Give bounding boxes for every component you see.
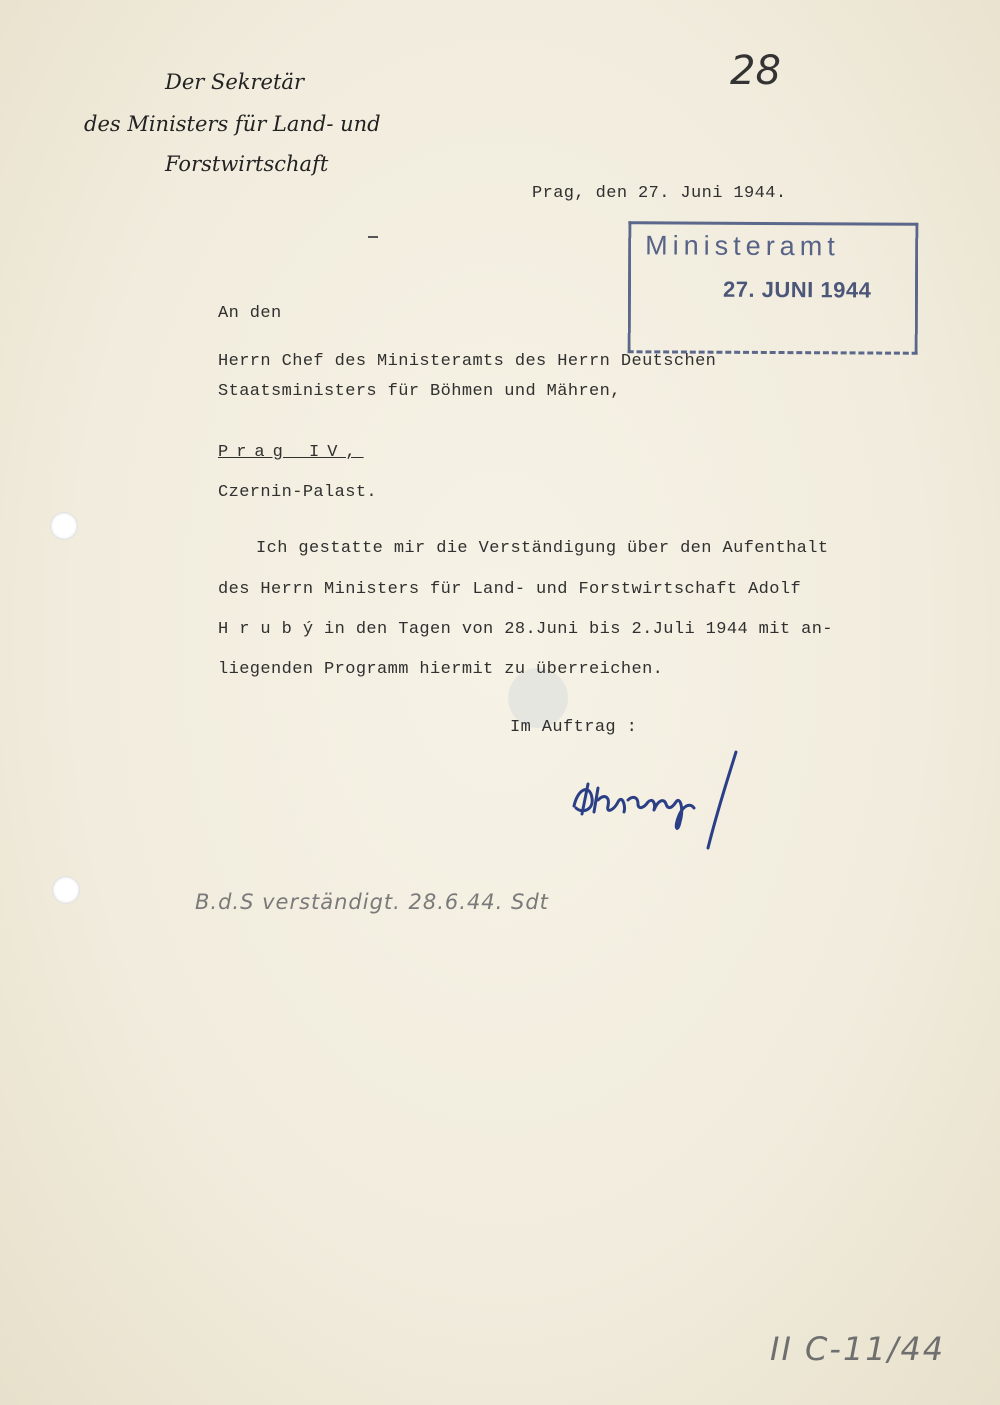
file-reference: II C-11/44 (770, 1330, 946, 1368)
letterhead-line: Der Sekretär (165, 70, 304, 94)
body-line: Ich gestatte mir die Verständigung über den Aufenthalt (256, 539, 829, 558)
body-line: liegenden Programm hiermit zu überreichen. (218, 660, 664, 679)
signature (568, 748, 748, 858)
address-line: Staatsministers für Böhmen und Mähren, (218, 382, 621, 401)
punch-hole (50, 512, 78, 540)
stamp-date: 27. JUNI 1944 (722, 276, 872, 303)
letterhead-line: des Ministers für Land- und (84, 112, 381, 136)
date-line: Prag, den 27. Juni 1944. (532, 184, 787, 203)
handwritten-note: B.d.S verständigt. 28.6.44. Sdt (195, 890, 549, 914)
address-street: Czernin-Palast. (218, 483, 378, 502)
closing-text: Im Auftrag : (510, 718, 638, 737)
address-line: Herrn Chef des Ministeramts des Herrn Deutschen (218, 352, 717, 371)
punch-hole (52, 876, 80, 904)
page-number: 28 (730, 48, 781, 94)
stamp-title: Ministeramt (645, 230, 840, 262)
stray-mark (368, 236, 378, 238)
received-stamp (628, 221, 919, 355)
letterhead-line: Forstwirtschaft (165, 152, 329, 176)
address-salutation: An den (218, 304, 282, 323)
address-city: Prag IV, (218, 443, 364, 462)
body-line: des Herrn Ministers für Land- und Forstwirtschaft Adolf (218, 580, 802, 599)
body-line: H r u b ý in den Tagen von 28.Juni bis 2.Juli 1944 mit an- (218, 620, 833, 639)
